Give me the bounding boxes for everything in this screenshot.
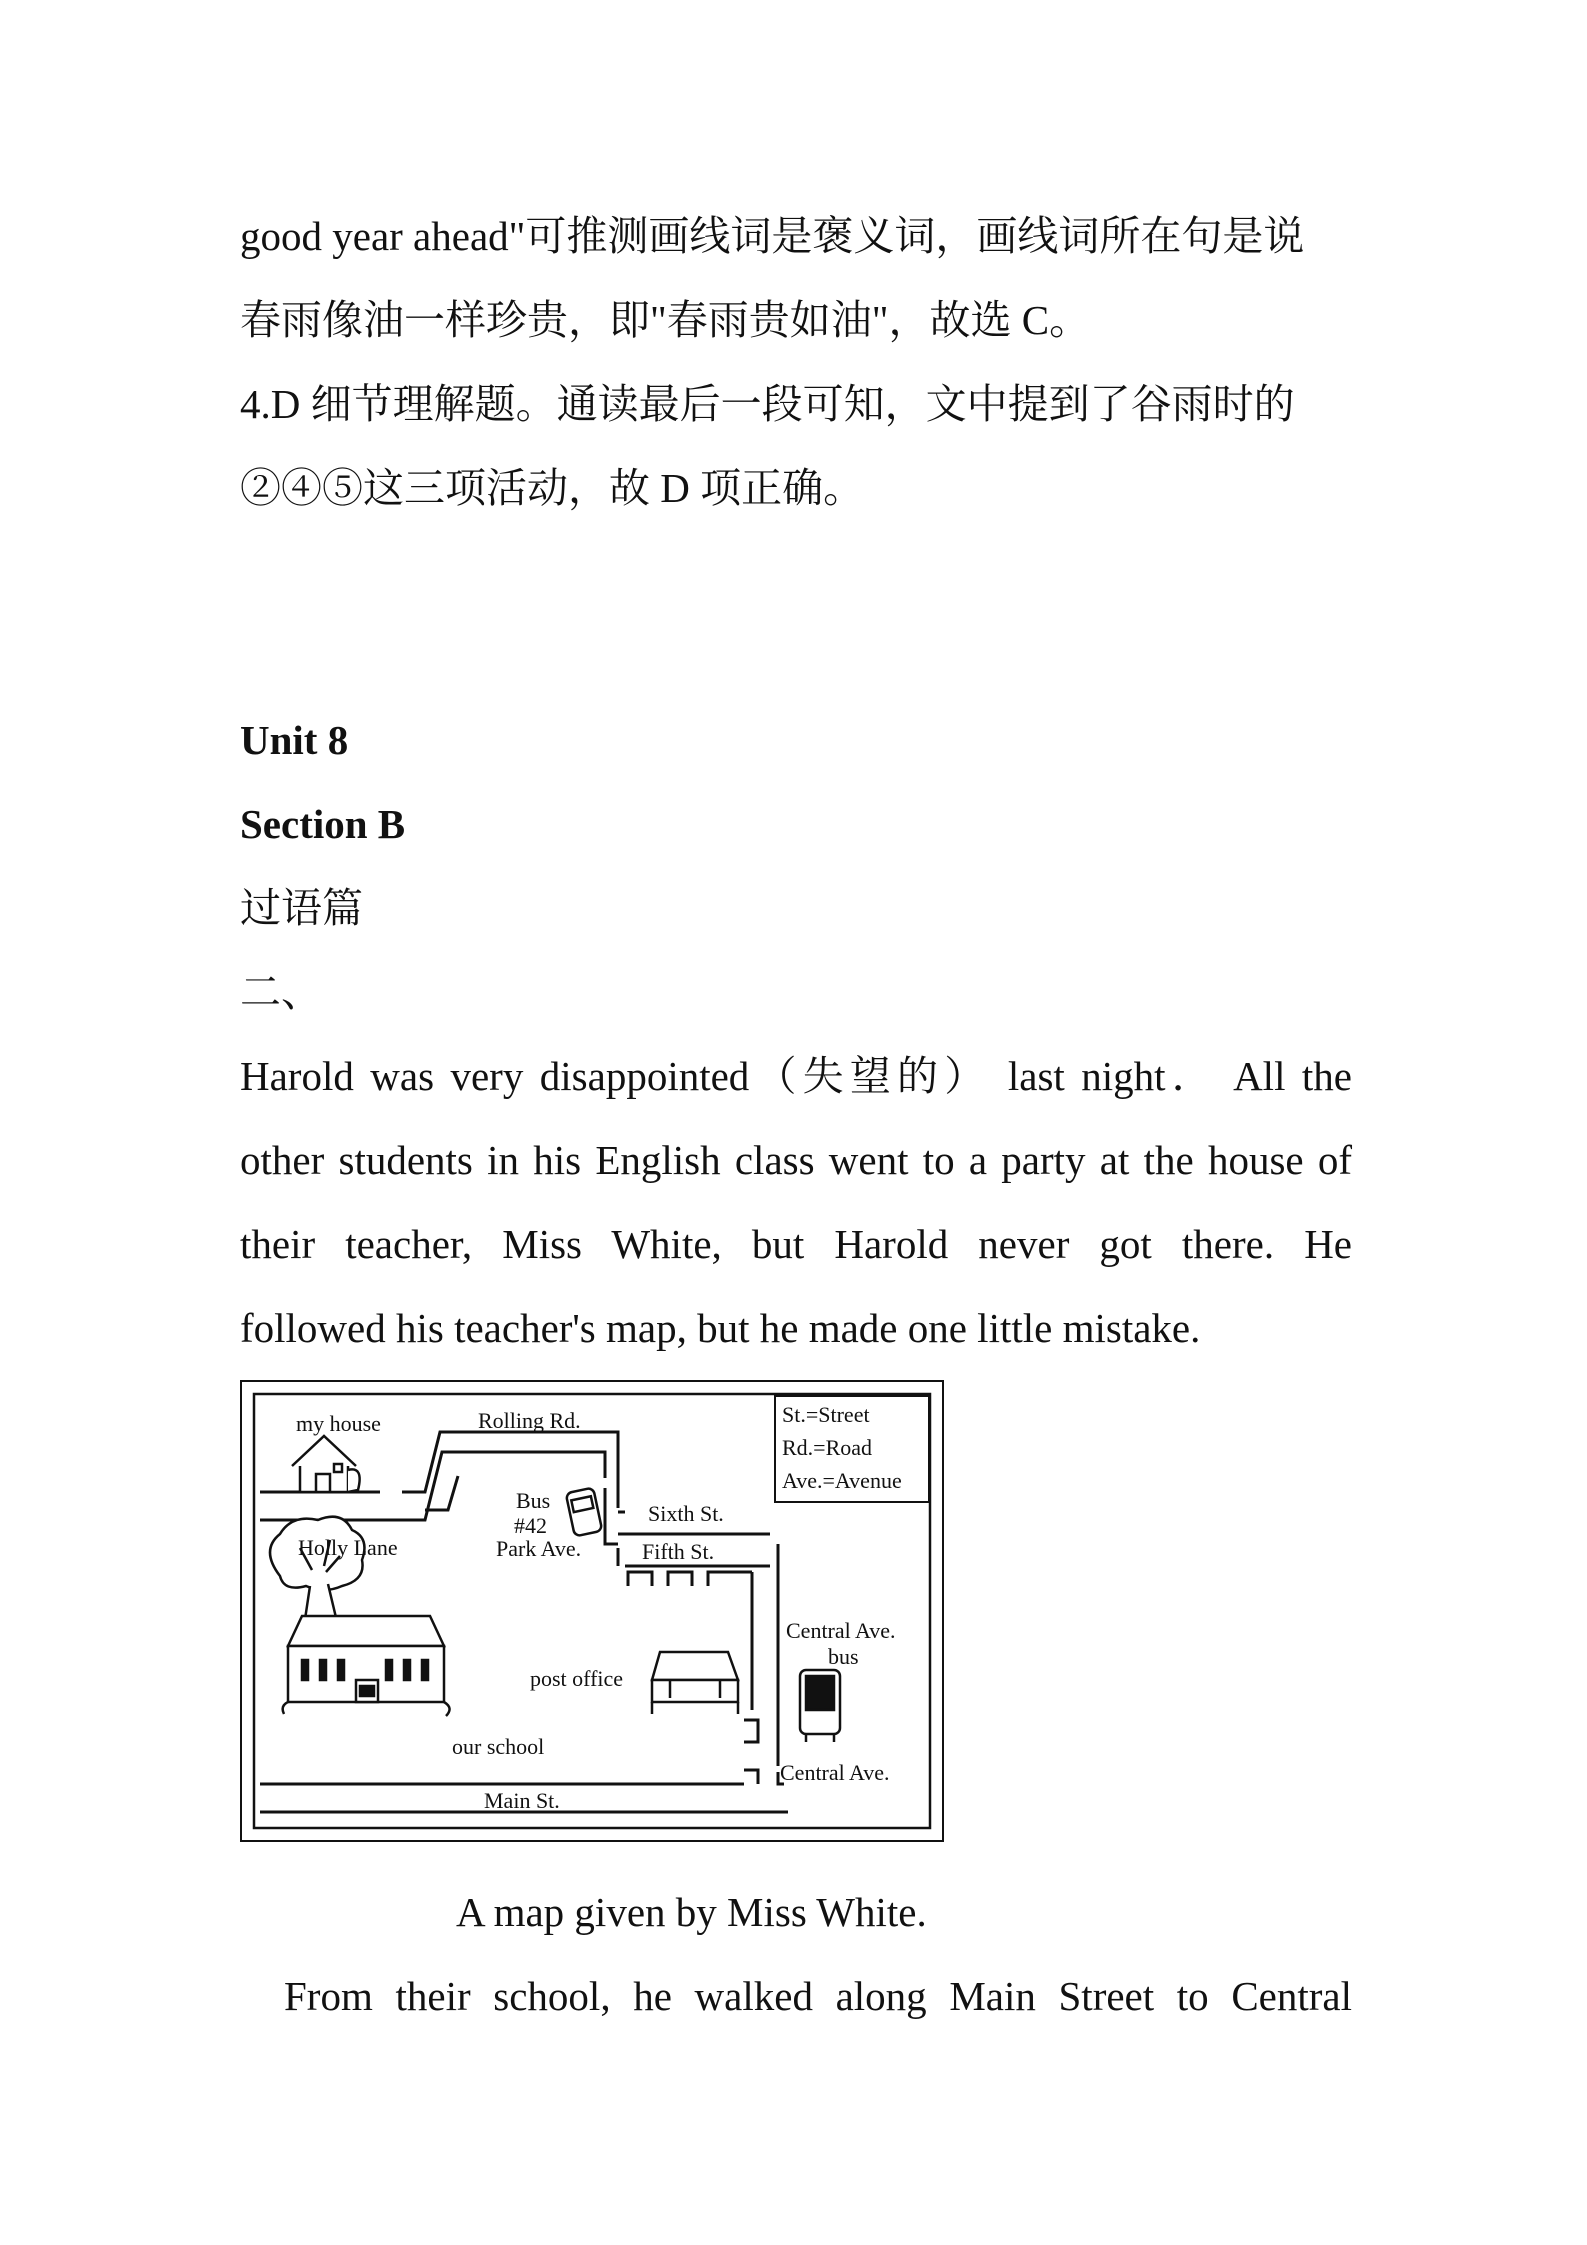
passage-line-2: other students in his English class went to a party at the house of <box>240 1137 1352 1183</box>
my-house-label: my house <box>296 1411 381 1436</box>
section-heading: Section B <box>240 801 406 847</box>
bus-label: Bus <box>516 1488 551 1513</box>
main-st-label: Main St. <box>484 1788 560 1813</box>
answer-line-4: ②④⑤这三项活动，故 D 项正确。 <box>240 465 865 511</box>
question-number: 二、 <box>240 969 322 1015</box>
bus-number-label: #42 <box>514 1513 547 1538</box>
sixth-st-label: Sixth St. <box>648 1501 724 1526</box>
legend-avenue: Ave.=Avenue <box>782 1468 902 1493</box>
central-ave-bus-word: bus <box>828 1644 859 1669</box>
rolling-rd-label: Rolling Rd. <box>478 1408 581 1433</box>
map-caption: A map given by Miss White. <box>456 1889 927 1935</box>
answer-line-1: good year ahead"可推测画线词是褒义词，画线词所在句是说 <box>240 213 1305 259</box>
school-icon <box>283 1616 450 1716</box>
central-ave-bus-label: Central Ave. <box>786 1618 896 1643</box>
central-ave-bus-icon <box>800 1670 840 1742</box>
unit-heading: Unit 8 <box>240 717 349 763</box>
passage-line-1: Harold was very disappointed（失望的） last night． All the <box>240 1053 1352 1099</box>
fifth-st-label: Fifth St. <box>642 1539 715 1564</box>
legend-street: St.=Street <box>782 1402 870 1427</box>
post-office-label: post office <box>530 1666 624 1691</box>
part-heading: 过语篇 <box>240 885 363 931</box>
street-map <box>240 1380 944 1842</box>
answer-line-2: 春雨像油一样珍贵，即"春雨贵如油"，故选 C。 <box>240 297 1091 343</box>
answer-line-3: 4.D 细节理解题。通读最后一段可知，文中提到了谷雨时的 <box>240 381 1295 427</box>
central-ave-label: Central Ave. <box>780 1760 890 1785</box>
park-ave-label: Park Ave. <box>496 1536 582 1561</box>
our-school-label: our school <box>452 1734 545 1759</box>
passage-line-3: their teacher, Miss White, but Harold never got there. He <box>240 1221 1352 1267</box>
passage-line-4: followed his teacher's map, but he made one little mistake. <box>240 1305 1201 1351</box>
passage-continuation: From their school, he walked along Main Street to Central <box>284 1973 1352 2019</box>
legend-road: Rd.=Road <box>782 1435 873 1460</box>
holly-lane-label: Holly Lane <box>298 1535 398 1560</box>
